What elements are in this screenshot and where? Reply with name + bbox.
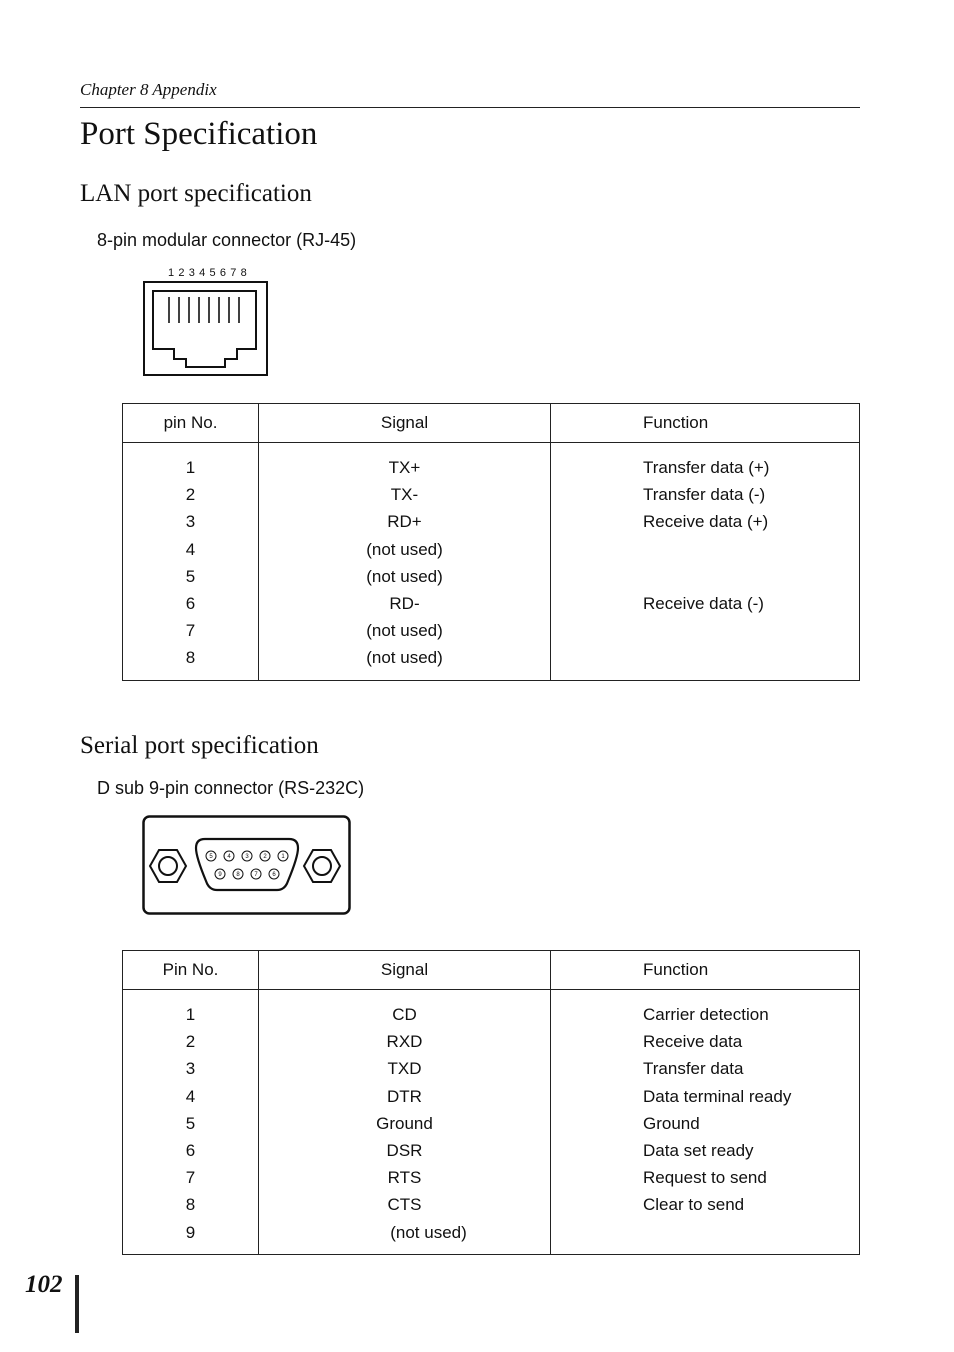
table-header-row: [123, 951, 860, 990]
header-rule: [80, 107, 860, 108]
signal-cell: RXD: [386, 1032, 423, 1052]
signal-cell: (not used): [366, 539, 443, 559]
pin-cell: 4: [185, 1086, 196, 1106]
function-cell: Clear to send: [643, 1195, 745, 1215]
function-cell: Request to send: [643, 1168, 767, 1188]
pin-cell: 8: [185, 1195, 196, 1215]
lan-pin-table: [122, 403, 860, 681]
pin-cell: 1: [185, 458, 196, 477]
dsub-pin-label: 2: [263, 854, 267, 860]
function-cell: [643, 536, 859, 563]
dsub-pin-label: 3: [245, 854, 249, 860]
function-cell: [643, 644, 859, 671]
function-cell: [643, 1219, 859, 1246]
pin-column: [123, 443, 259, 681]
dsub-pin-label: 6: [272, 872, 276, 878]
signal-cell: Ground: [376, 1113, 433, 1133]
chapter-header: Chapter 8 Appendix: [80, 80, 217, 99]
signal-cell: TX+: [388, 458, 421, 477]
rj45-pin-numbers: 1 2 3 4 5 6 7 8: [168, 267, 248, 279]
function-cell: Receive data (-): [643, 593, 764, 613]
function-cell: Transfer data (+): [643, 458, 770, 477]
column-header-function: Function: [551, 404, 860, 443]
function-cell: Carrier detection: [643, 1005, 769, 1024]
table-body-row: [123, 443, 860, 681]
pin-column: [123, 990, 259, 1255]
pin-cell: 2: [185, 485, 196, 505]
signal-cell: RD+: [387, 512, 422, 532]
signal-cell: (not used): [366, 648, 443, 668]
signal-cell: TX-: [390, 485, 419, 505]
signal-column: [259, 990, 551, 1255]
pin-cell: 9: [185, 1222, 196, 1242]
signal-cell: (not used): [366, 566, 443, 586]
page-number: 102: [25, 1271, 63, 1298]
function-column: [551, 443, 860, 681]
column-header-pin: pin No.: [123, 404, 259, 443]
column-header-function: Function: [551, 951, 860, 990]
dsub-pin-label: 5: [209, 854, 213, 860]
table-header-row: [123, 404, 860, 443]
signal-cell: DTR: [387, 1086, 422, 1106]
serial-pin-table: [122, 950, 860, 1255]
serial-connector-label: D sub 9-pin connector (RS-232C): [97, 778, 365, 798]
dsub-pin-label: 8: [236, 872, 240, 878]
signal-cell: (not used): [390, 1222, 467, 1242]
rj45-connector-icon: [143, 281, 268, 376]
dsub-pin-label: 7: [254, 872, 258, 878]
column-header-pin: Pin No.: [123, 951, 259, 990]
lan-heading: LAN port specification: [80, 180, 312, 207]
pin-cell: 5: [185, 566, 196, 586]
pin-cell: 7: [185, 621, 196, 641]
function-cell: [643, 563, 859, 590]
column-header-signal: Signal: [259, 951, 551, 990]
serial-heading: Serial port specification: [80, 732, 319, 759]
function-cell: Ground: [643, 1113, 700, 1133]
pin-cell: 6: [185, 1140, 196, 1160]
dsub-pin-label: 9: [218, 872, 222, 878]
signal-cell: CTS: [387, 1195, 422, 1215]
signal-cell: CD: [392, 1005, 417, 1024]
dsub-pin-label: 1: [281, 854, 285, 860]
function-cell: Receive data: [643, 1032, 743, 1052]
column-header-signal: Signal: [259, 404, 551, 443]
signal-cell: RTS: [387, 1168, 422, 1188]
dsub-connector-icon: [142, 815, 352, 915]
lan-connector-label: 8-pin modular connector (RJ-45): [97, 230, 357, 250]
table-body-row: [123, 990, 860, 1255]
function-cell: Data set ready: [643, 1140, 754, 1160]
pin-cell: 3: [185, 1059, 196, 1079]
pin-cell: 1: [185, 1005, 196, 1024]
pin-cell: 3: [185, 512, 196, 532]
function-cell: [643, 617, 859, 644]
signal-cell: DSR: [386, 1140, 423, 1160]
pin-cell: 5: [185, 1113, 196, 1133]
signal-column: [259, 443, 551, 681]
pin-cell: 6: [185, 593, 196, 613]
pin-cell: 2: [185, 1032, 196, 1052]
signal-cell: (not used): [366, 621, 443, 641]
dsub-pin-label: 4: [227, 854, 231, 860]
signal-cell: TXD: [387, 1059, 422, 1079]
pin-cell: 8: [185, 648, 196, 668]
signal-cell: RD-: [389, 593, 420, 613]
pin-cell: 7: [185, 1168, 196, 1188]
function-cell: Transfer data (-): [643, 485, 766, 505]
function-cell: Receive data (+): [643, 512, 769, 532]
page-title: Port Specification: [80, 116, 318, 152]
function-cell: Data terminal ready: [643, 1086, 792, 1106]
pin-cell: 4: [185, 539, 196, 559]
function-cell: Transfer data: [643, 1059, 744, 1079]
function-column: [551, 990, 860, 1255]
page-number-bar: [75, 1275, 79, 1333]
